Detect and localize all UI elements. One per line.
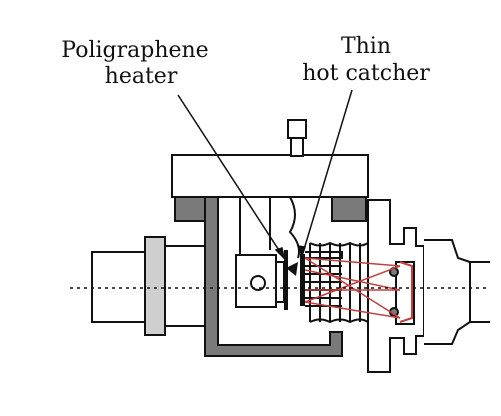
- right-flange: [368, 200, 490, 372]
- catcher-label-line1: Thin: [340, 34, 392, 59]
- heater-label-line1: Poligraphene: [61, 38, 209, 63]
- catcher-label-line2: hot catcher: [302, 61, 430, 86]
- top-connector: [288, 120, 306, 156]
- heater-element: [284, 250, 305, 310]
- left-pipe: [92, 237, 209, 335]
- heater-label-line2: heater: [104, 64, 178, 89]
- heater-block: [236, 255, 284, 307]
